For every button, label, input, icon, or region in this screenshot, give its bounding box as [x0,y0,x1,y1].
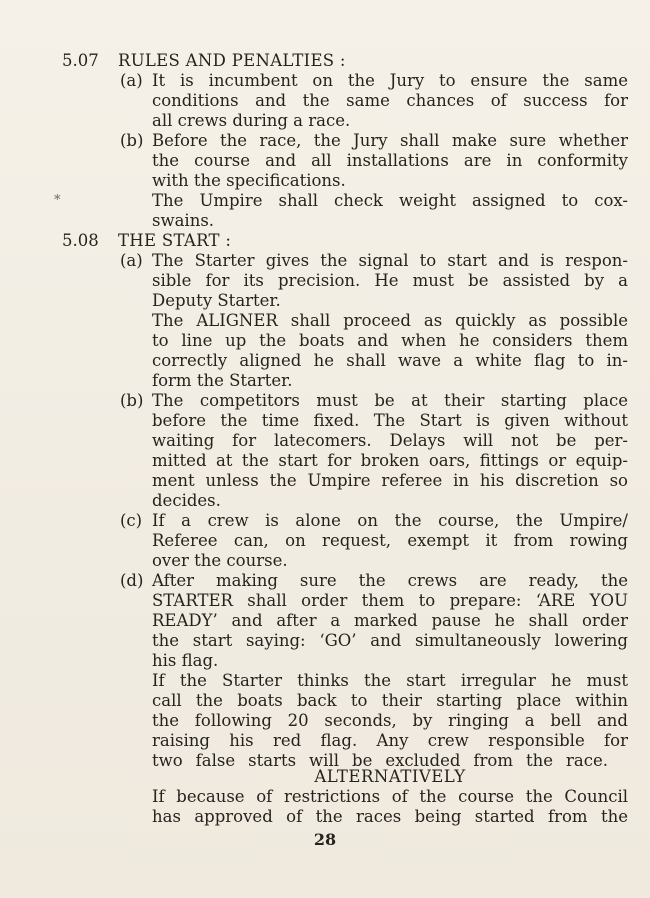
text-line: STARTER shall order them to prepare: ‘ARE YOU [152,591,628,610]
item-label-b: (b) [120,391,144,410]
page-number: 28 [313,830,337,849]
text-line: sible for its precision. He must be assisted by a [152,271,628,290]
text-line: If the Starter thinks the start irregular he must [152,671,628,690]
text-line: It is incumbent on the Jury to ensure the same [152,71,628,90]
text-line: Deputy Starter. [152,291,281,310]
text-line: The Umpire shall check weight assigned to cox- [152,191,628,210]
text-line: form the Starter. [152,371,293,390]
text-line: decides. [152,491,221,510]
text-line: to line up the boats and when he considers them [152,331,628,350]
text-line: READY’ and after a marked pause he shall order [152,611,628,630]
text-line: The ALIGNER shall proceed as quickly as possible [152,311,628,330]
text-line: mitted at the start for broken oars, fittings or equip- [152,451,628,470]
text-line: his flag. [152,651,219,670]
text-line: before the time fixed. The Start is given without [152,411,628,430]
text-line: correctly aligned he shall wave a white flag to in- [152,351,628,370]
section-heading-the-start: THE START : [118,231,232,250]
text-line: the following 20 seconds, by ringing a bell and [152,711,628,730]
text-line: raising his red flag. Any crew responsible for [152,731,628,750]
section-number-5-08: 5.08 [62,231,99,250]
item-label-c: (c) [120,511,143,530]
text-line: over the course. [152,551,288,570]
text-line: Referee can, on request, exempt it from rowing [152,531,628,550]
subheading-alternatively: ALTERNATIVELY [314,767,466,786]
text-line: conditions and the same chances of success for [152,91,628,110]
text-line: The competitors must be at their starting place [152,391,628,410]
text-line: the start saying: ‘GO’ and simultaneously lowering [152,631,628,650]
text-line: The Starter gives the signal to start and is respon- [152,251,628,270]
section-number-5-07: 5.07 [62,51,99,70]
text-line: ment unless the Umpire referee in his discretion so [152,471,628,490]
text-line: If because of restrictions of the course the Council [152,787,628,806]
text-line: call the boats back to their starting place within [152,691,628,710]
item-label-a: (a) [120,71,143,90]
section-heading-rules-and-penalties: RULES AND PENALTIES : [118,51,346,70]
text-line: Before the race, the Jury shall make sure whether [152,131,628,150]
text-line: If a crew is alone on the course, the Umpire/ [152,511,628,530]
text-line: has approved of the races being started from the [152,807,628,826]
text-line: with the specifications. [152,171,346,190]
item-label-b: (b) [120,131,144,150]
text-line: waiting for latecomers. Delays will not be per- [152,431,628,450]
text-line: After making sure the crews are ready, the [152,571,628,590]
item-label-a: (a) [120,251,143,270]
text-line: all crews during a race. [152,111,351,130]
item-label-d: (d) [120,571,144,590]
text-line: the course and all installations are in conformity [152,151,628,170]
text-line: swains. [152,211,215,230]
text-line: two false starts will be excluded from the race. [152,751,608,770]
marker-asterisk: * [54,193,61,208]
